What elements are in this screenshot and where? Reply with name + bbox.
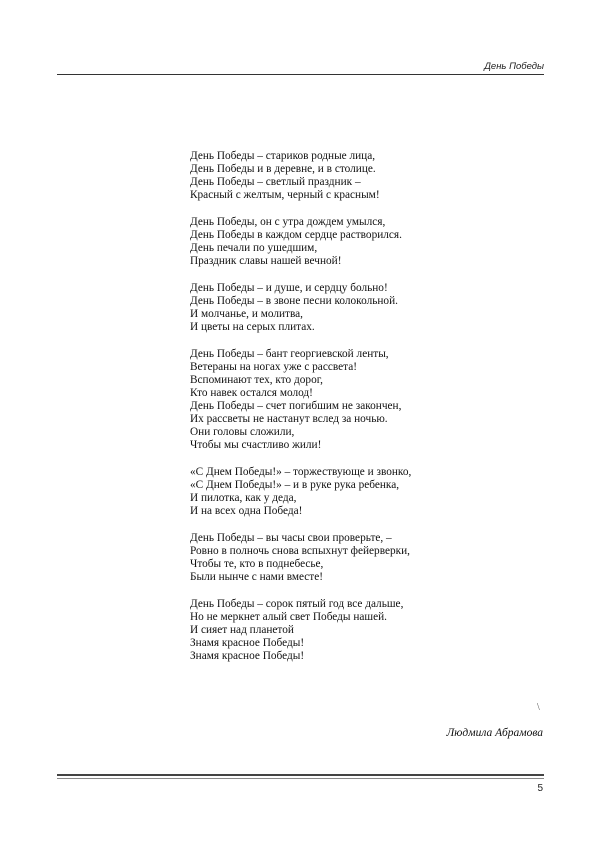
poem-line: Ветераны на ногах уже с рассвета!: [190, 361, 357, 373]
running-header-title: День Победы: [484, 61, 544, 72]
poem-line: День Победы – бант георгиевской ленты,: [190, 348, 389, 360]
stanza-6: [190, 532, 490, 584]
poem-line: Вспоминают тех, кто дорог,: [190, 374, 323, 386]
stanza-4: [190, 348, 490, 452]
poem-line: И молчанье, и молитва,: [190, 308, 303, 320]
poem-line: Чтобы те, кто в поднебесье,: [190, 558, 324, 570]
footer-rule-thin: [57, 778, 544, 779]
poem: [190, 150, 490, 677]
stanza-1: [190, 150, 490, 202]
poem-line: День печали по ушедшим,: [190, 242, 318, 254]
poem-line: День Победы – в звоне песни колокольной.: [190, 295, 398, 307]
footer-rule-thick: [57, 774, 544, 776]
header-rule: [57, 74, 544, 75]
poem-line: Но не меркнет алый свет Победы нашей.: [190, 611, 387, 623]
poem-line: Кто навек остался молод!: [190, 387, 313, 399]
stanza-5: [190, 466, 490, 518]
poem-line: И сияет над планетой: [190, 624, 294, 636]
stanza-3: [190, 282, 490, 334]
poem-line: И цветы на серых плитах.: [190, 321, 315, 333]
poem-line: Знамя красное Победы!: [190, 650, 305, 662]
poem-line: Чтобы мы счастливо жили!: [190, 439, 322, 451]
poem-line: Они головы сложили,: [190, 426, 295, 438]
poem-line: День Победы и в деревне, и в столице.: [190, 163, 376, 175]
poem-line: День Победы – стариков родные лица,: [190, 150, 376, 162]
poem-line: День Победы – счет погибшим не закончен,: [190, 400, 402, 412]
poem-line: День Победы – светлый праздник –: [190, 176, 361, 188]
poem-line: День Победы, он с утра дождем умылся,: [190, 216, 386, 228]
poem-line: Знамя красное Победы!: [190, 637, 305, 649]
poem-line: И пилотка, как у деда,: [190, 492, 297, 504]
poem-line: Были нынче с нами вместе!: [190, 571, 324, 583]
poem-line: «С Днем Победы!» – и в руке рука ребенка,: [190, 479, 400, 491]
poem-line: Праздник славы нашей вечной!: [190, 255, 342, 267]
poem-line: «С Днем Победы!» – торжествующе и звонко,: [190, 466, 412, 478]
stanza-2: [190, 216, 490, 268]
stray-mark: \: [537, 702, 540, 713]
stanza-7: [190, 598, 490, 663]
poem-line: День Победы – вы часы свои проверьте, –: [190, 532, 392, 544]
poem-line: Красный с желтым, черный с красным!: [190, 189, 380, 201]
author-signature: Людмила Абрамова: [446, 727, 543, 739]
poem-line: День Победы в каждом сердце растворился.: [190, 229, 402, 241]
poem-line: Их рассветы не настанут вслед за ночью.: [190, 413, 388, 425]
page-number: 5: [537, 783, 543, 794]
poem-line: Ровно в полночь снова вспыхнут фейерверки,: [190, 545, 410, 557]
poem-line: День Победы – сорок пятый год все дальше,: [190, 598, 404, 610]
poem-line: День Победы – и душе, и сердцу больно!: [190, 282, 388, 294]
poem-line: И на всех одна Победа!: [190, 505, 303, 517]
